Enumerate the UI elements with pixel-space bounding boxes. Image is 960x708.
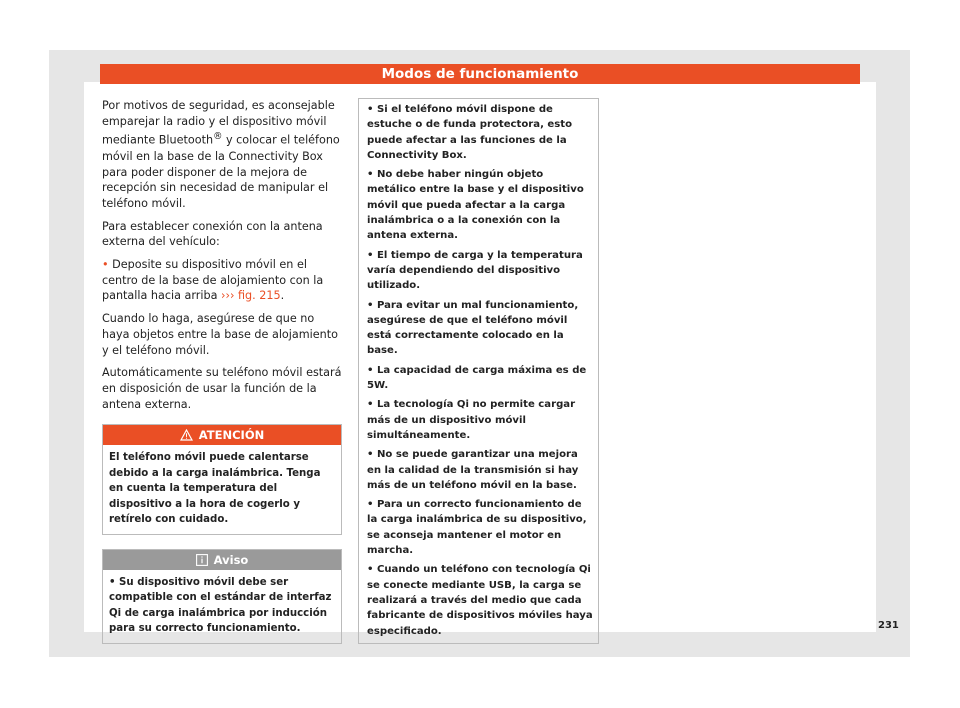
list-item: • No debe haber ningún objeto metálico entre la base y el dispositivo móvil que pueda afectar a la carga inalámbrica o a la conexión con la antena externa. — [367, 169, 584, 242]
connection-paragraph: Para establecer conexión con la antena externa del vehículo: — [102, 219, 323, 249]
info-icon — [196, 552, 208, 572]
list-item: • Si el teléfono móvil dispone de estuche o de funda protectora, esto puede afectar a las funciones de la Connectivity Box. — [367, 104, 573, 161]
list-item: • No se puede garantizar una mejora en la calidad de la transmisión si hay más de un teléfono móvil en la base. — [367, 449, 579, 491]
warning-text: El teléfono móvil puede calentarse debido a la carga inalámbrica. Tenga en cuenta la temperatura del dispositivo a la hora de cogerlo y retírelo con cuidado. — [109, 452, 321, 526]
section-header: Modos de funcionamiento — [100, 64, 860, 84]
warning-title: ATENCIÓN — [198, 428, 265, 443]
figure-link[interactable]: fig. 215 — [234, 289, 281, 303]
list-item: • Para evitar un mal funcionamiento, asegúrese de que el teléfono móvil está correctamente colocado en la base. — [367, 299, 579, 357]
intro-text: Por motivos de seguridad, es aconsejable emparejar la radio y el dispositivo móvil mediante Bluetooth — [102, 99, 335, 148]
right-column-box — [358, 98, 599, 644]
check-paragraph: Cuando lo haga, asegúrese de que no haya objetos entre la base de alojamiento y el teléfono móvil. — [102, 312, 338, 357]
list-item: • El tiempo de carga y la temperatura varía dependiendo del dispositivo utilizado. — [367, 249, 583, 292]
list-item: • La capacidad de carga máxima es de 5W. — [367, 364, 587, 392]
auto-paragraph: Automáticamente su teléfono móvil estará en disposición de usar la función de la antena externa. — [102, 366, 342, 411]
note-body — [103, 570, 341, 643]
note-title-bar — [103, 550, 341, 570]
warning-title-bar — [103, 425, 341, 445]
warning-box — [102, 424, 342, 535]
list-item: • La tecnología Qi no permite cargar más de un dispositivo móvil simultáneamente. — [367, 399, 576, 441]
note-box — [102, 549, 342, 644]
intro-text-cont: y colocar el teléfono móvil en la base de la Connectivity Box para poder disponer de la mejora de recepción sin necesidad de manipular el teléfono móvil. — [102, 134, 340, 210]
intro-paragraph — [102, 98, 342, 212]
step-item — [102, 257, 342, 304]
left-column — [102, 98, 342, 644]
registered-mark: ® — [213, 131, 223, 143]
list-item: • Para un correcto funcionamiento de la carga inalámbrica de su dispositivo, se aconseja mantener el motor en marcha. — [367, 499, 587, 557]
page-number: 231 — [878, 620, 899, 631]
note-text: • Su dispositivo móvil debe ser compatible con el estándar de interfaz Qi de carga inalámbrica por inducción para su correcto funcionamiento. — [109, 576, 332, 635]
list-item: • Cuando un teléfono con tecnología Qi se conecte mediante USB, la carga se realizará a través del medio que cada fabricante de dispositivos móviles haya especificado. — [367, 564, 593, 637]
step-end: . — [280, 289, 285, 303]
note-title: Aviso — [213, 552, 249, 567]
warning-body — [103, 445, 341, 534]
step-text: Deposite su dispositivo móvil en el centro de la base de alojamiento con la pantalla hacia arriba — [102, 258, 324, 303]
step-arrows: ››› — [221, 289, 235, 303]
step-bullet: • — [102, 258, 109, 272]
warning-triangle-icon — [180, 427, 193, 447]
